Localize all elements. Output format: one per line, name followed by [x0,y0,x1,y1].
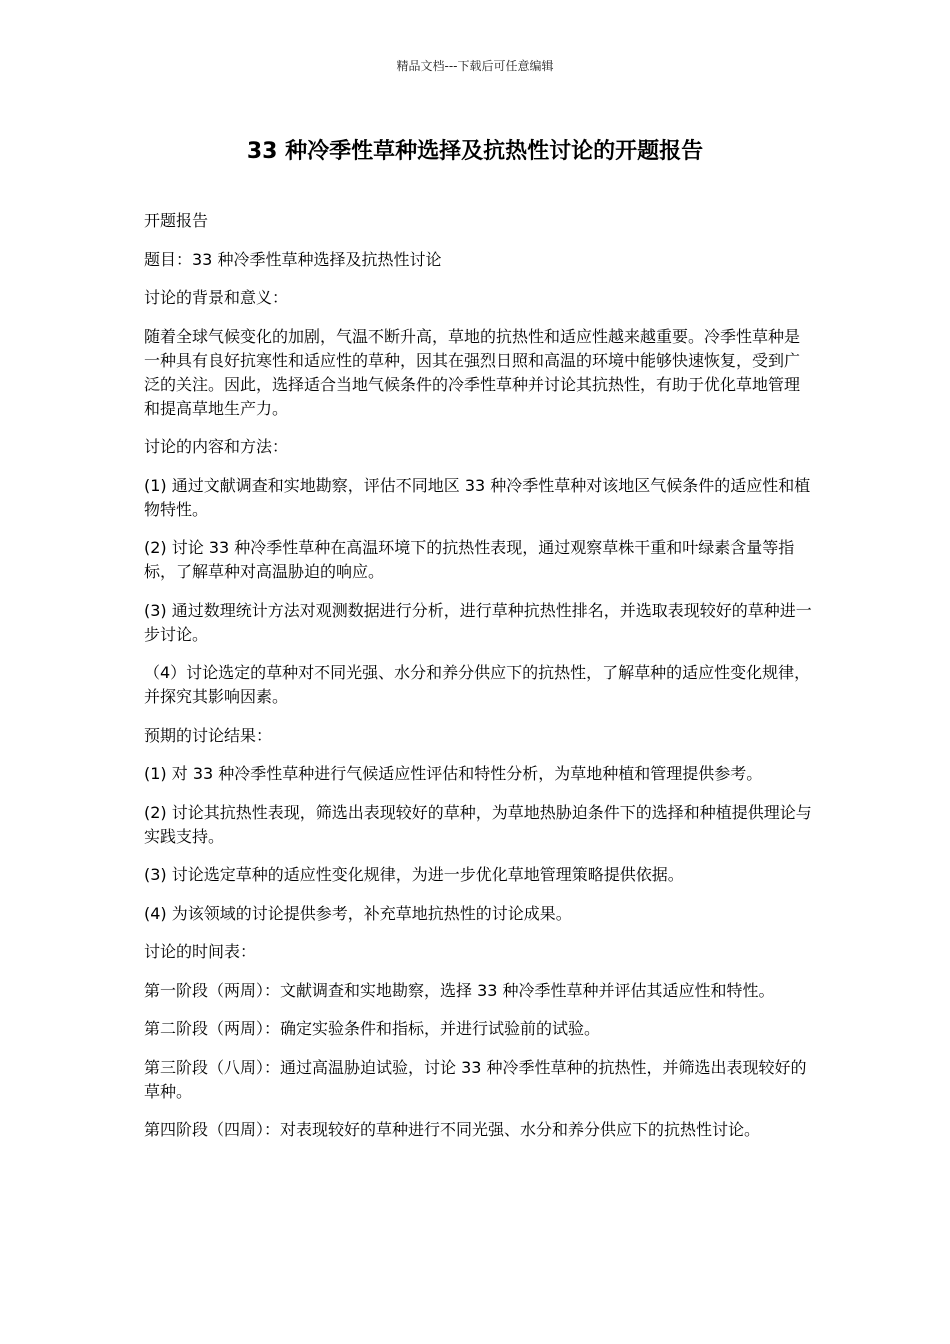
paragraph: (3) 通过数理统计方法对观测数据进行分析，进行草种抗热性排名，并选取表现较好的草种进一步讨论。 [144,600,812,644]
paragraph: 讨论的时间表： [144,942,257,961]
paragraph: 讨论的内容和方法： [144,437,289,456]
header-note: 精品文档---下载后可任意编辑 [396,59,554,73]
paragraph: (3) 讨论选定草种的适应性变化规律，为进一步优化草地管理策略提供依据。 [144,865,684,884]
paragraph: (1) 通过文献调查和实地勘察，评估不同地区 33 种冷季性草种对该地区气候条件的适应性和植物特性。 [144,475,811,519]
paragraph: (2) 讨论其抗热性表现，筛选出表现较好的草种，为草地热胁迫条件下的选择和种植提供理论与实践支持。 [144,802,812,846]
paragraph: 第四阶段（四周）：对表现较好的草种进行不同光强、水分和养分供应下的抗热性讨论。 [144,1120,761,1139]
paragraph: 第二阶段（两周）：确定实验条件和指标，并进行试验前的试验。 [144,1019,601,1038]
paragraph: 随着全球气候变化的加剧，气温不断升高，草地的抗热性和适应性越来越重要。冷季性草种是一种具有良好抗寒性和适应性的草种，因其在强烈日照和高温的环境中能够快速恢复，受到广泛的关注。因此，选择适合当地气候条件的冷季性草种并讨论其抗热性，有助于优化草地管理和提高草地生产力。 [144,326,801,418]
document-title: 33 种冷季性草种选择及抗热性讨论的开题报告 [246,139,704,164]
paragraph: 开题报告 [144,211,209,230]
paragraph: (2) 讨论 33 种冷季性草种在高温环境下的抗热性表现，通过观察草株干重和叶绿素含量等指标，了解草种对高温胁迫的响应。 [144,538,795,581]
paragraph: 第三阶段（八周）：通过高温胁迫试验，讨论 33 种冷季性草种的抗热性，并筛选出表现较好的草种。 [144,1057,807,1101]
paragraph: 第一阶段（两周）：文献调查和实地勘察，选择 33 种冷季性草种并评估其适应性和特性。 [144,980,775,1000]
paragraph: （4）讨论选定的草种对不同光强、水分和养分供应下的抗热性，了解草种的适应性变化规律，并探究其影响因素。 [144,663,811,706]
paragraph: 题目：33 种冷季性草种选择及抗热性讨论 [144,249,442,269]
paragraph: (1) 对 33 种冷季性草种进行气候适应性评估和特性分析，为草地种植和管理提供参考。 [144,764,763,783]
paragraph: 讨论的背景和意义： [144,288,289,307]
paragraph: 预期的讨论结果： [144,725,273,745]
document-body [144,209,812,1157]
paragraph: (4) 为该领域的讨论提供参考，补充草地抗热性的讨论成果。 [144,903,572,923]
